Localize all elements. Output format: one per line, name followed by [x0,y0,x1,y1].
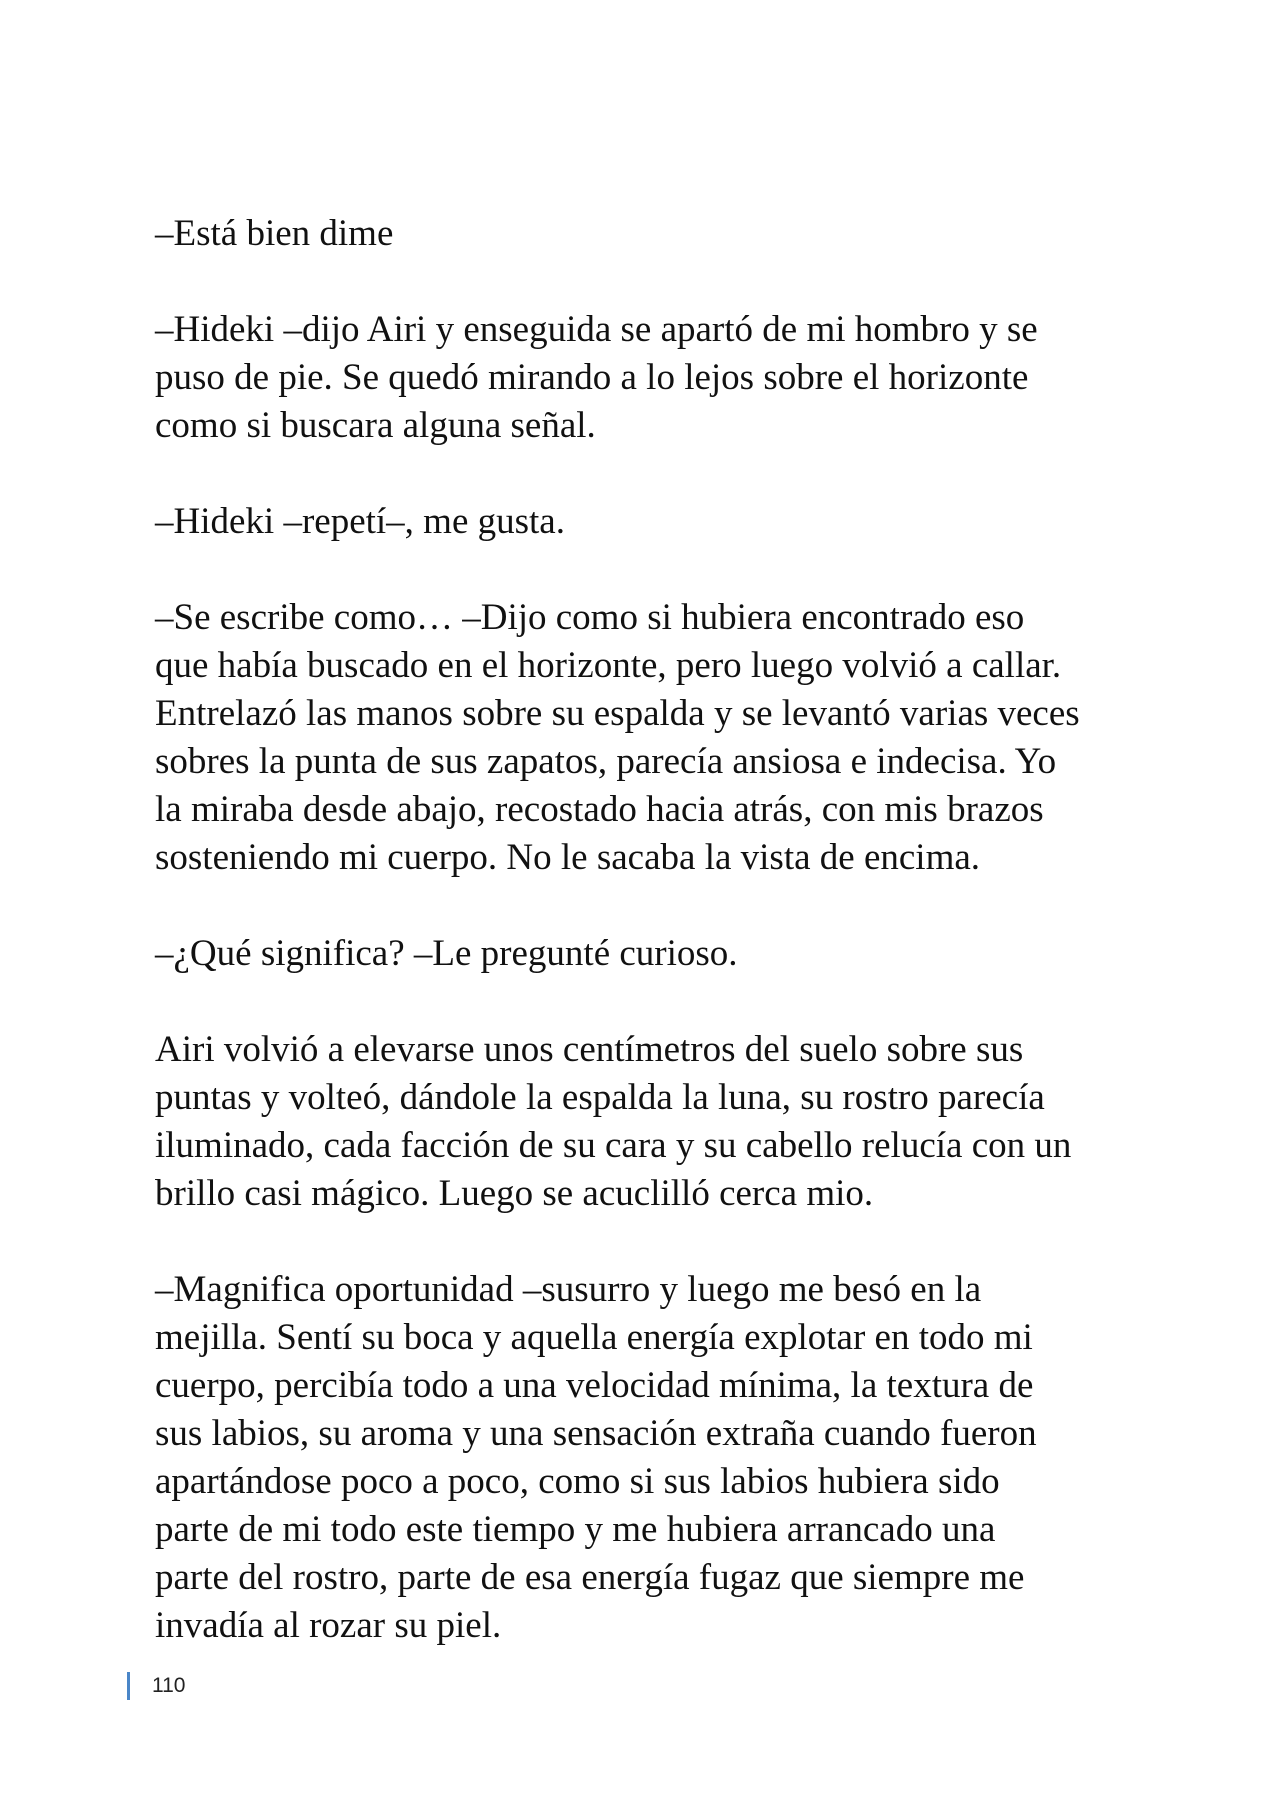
paragraph-2 [155,306,1135,450]
text-line: mejilla. Sentí su boca y aquella energía explotar en todo mi [155,1317,1033,1358]
text-line: que había buscado en el horizonte, pero luego volvió a callar. [155,645,1062,686]
paragraph-1 [155,210,1135,258]
text-line: puntas y volteó, dándole la espalda la luna, su rostro parecía [155,1077,1045,1118]
text-line: la miraba desde abajo, recostado hacia atrás, con mis brazos [155,789,1044,830]
page-footer [127,1672,185,1700]
text-line: parte del rostro, parte de esa energía fugaz que siempre me [155,1557,1025,1598]
paragraph-3 [155,498,1135,546]
text-line: apartándose poco a poco, como si sus labios hubiera sido [155,1461,1000,1502]
text-line: Entrelazó las manos sobre su espalda y se levantó varias veces [155,693,1080,734]
text-line: iluminado, cada facción de su cara y su cabello relucía con un [155,1125,1072,1166]
text-line: sus labios, su aroma y una sensación extraña cuando fueron [155,1413,1037,1454]
text-line: invadía al rozar su piel. [155,1605,502,1646]
text-line: cuerpo, percibía todo a una velocidad mínima, la textura de [155,1365,1034,1406]
paragraph-5 [155,930,1135,978]
page-body-text [155,210,1135,1698]
text-line: –Hideki –repetí–, me gusta. [155,501,565,542]
paragraph-4 [155,594,1135,882]
text-line: puso de pie. Se quedó mirando a lo lejos sobre el horizonte [155,357,1029,398]
text-line: sosteniendo mi cuerpo. No le sacaba la vista de encima. [155,837,981,878]
text-line: –Magnifica oportunidad –susurro y luego me besó en la [155,1269,982,1310]
footer-accent-bar [127,1672,130,1700]
text-line: sobres la punta de sus zapatos, parecía ansiosa e indecisa. Yo [155,741,1057,782]
text-line: parte de mi todo este tiempo y me hubiera arrancado una [155,1509,996,1550]
text-line: Airi volvió a elevarse unos centímetros del suelo sobre sus [155,1029,1024,1070]
text-line: –Está bien dime [155,213,394,254]
text-line: –Hideki –dijo Airi y enseguida se apartó de mi hombro y se [155,309,1038,350]
page-number: 110 [152,1674,186,1697]
text-line: como si buscara alguna señal. [155,405,596,446]
text-line: brillo casi mágico. Luego se acuclilló cerca mio. [155,1173,874,1214]
paragraph-6 [155,1026,1135,1218]
paragraph-7 [155,1266,1135,1650]
text-line: –¿Qué significa? –Le pregunté curioso. [155,933,738,974]
text-line: –Se escribe como… –Dijo como si hubiera encontrado eso [155,597,1025,638]
